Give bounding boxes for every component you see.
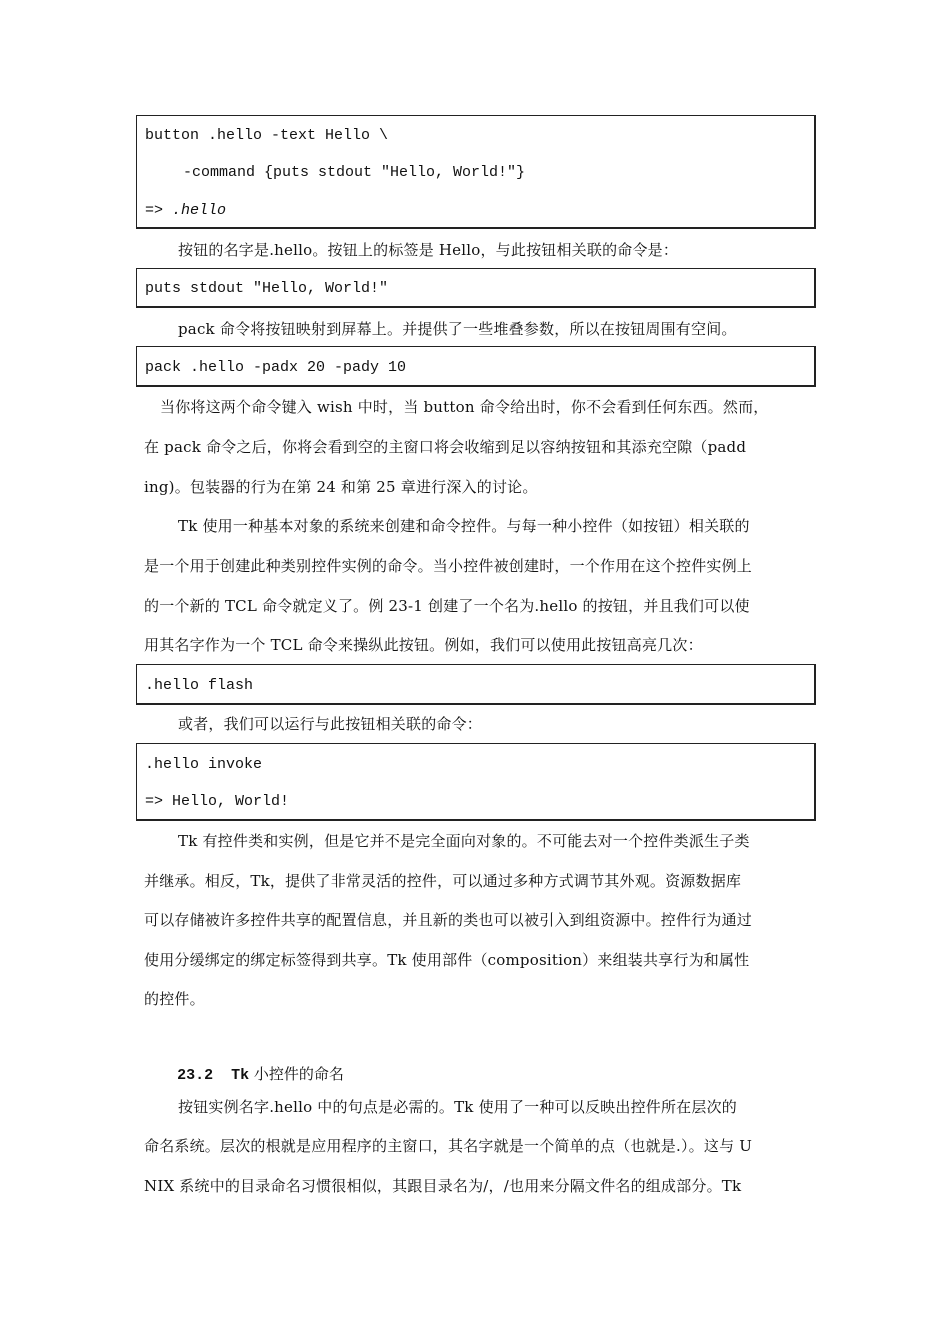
paragraph-line: Tk 使用一种基本对象的系统来创建和命令控件。与每一种小控件（如按钮）相关联的 [178, 517, 750, 535]
code-line: pack .hello -padx 20 -pady 10 [145, 359, 407, 376]
code-block-puts [136, 268, 816, 308]
code-result-line [145, 202, 226, 220]
paragraph-line: 使用分缓绑定的绑定标签得到共享。Tk 使用部件（composition）来组装共享行为和属性 [144, 951, 750, 969]
paragraph-line: 是一个用于创建此种类别控件实例的命令。当小控件被创建时，一个作用在这个控件实例上 [144, 557, 753, 575]
paragraph-line: 在 pack 命令之后，你将会看到空的主窗口将会收缩到足以容纳按钮和其添充空隙（padd [144, 438, 747, 456]
paragraph-line: NIX 系统中的目录命名习惯很相似，其跟目录名为/，/也用来分隔文件名的组成部分。Tk [144, 1177, 742, 1195]
paragraph-line: 按钮的名字是.hello。按钮上的标签是 Hello，与此按钮相关联的命令是： [178, 241, 679, 259]
code-line: .hello invoke [145, 756, 263, 773]
paragraph-line: 可以存储被许多控件共享的配置信息，并且新的类也可以被引入到组资源中。控件行为通过 [144, 911, 753, 929]
code-line: -command {puts stdout "Hello, World!"} [183, 164, 526, 181]
code-block-invoke [136, 743, 816, 821]
paragraph-line: 或者，我们可以运行与此按钮相关联的命令： [178, 715, 483, 733]
paragraph-line: 并继承。相反，Tk，提供了非常灵活的控件，可以通过多种方式调节其外观。资源数据库 [144, 872, 742, 890]
section-number: 23.2 Tk [177, 1067, 250, 1084]
paragraph-line: 的控件。 [144, 990, 205, 1008]
paragraph-line: 按钮实例名字.hello 中的句点是必需的。Tk 使用了一种可以反映出控件所在层次的 [178, 1098, 737, 1116]
code-line: .hello flash [145, 677, 254, 694]
code-line: => Hello, World! [145, 793, 290, 810]
paragraph-line: pack 命令将按钮映射到屏幕上。并提供了一些堆叠参数，所以在按钮周围有空间。 [178, 320, 737, 338]
paragraph-line: Tk 有控件类和实例，但是它并不是完全面向对象的。不可能去对一个控件类派生子类 [178, 832, 750, 850]
paragraph-line: 命名系统。层次的根就是应用程序的主窗口，其名字就是一个简单的点（也就是.）。这与 U [144, 1137, 753, 1155]
code-line: puts stdout "Hello, World!" [145, 280, 389, 297]
paragraph-line: 的一个新的 TCL 命令就定义了。例 23-1 创建了一个名为.hello 的按钮，并且我们可以使 [144, 597, 750, 615]
paragraph-line: ing)。包装器的行为在第 24 和第 25 章进行深入的讨论。 [144, 478, 538, 496]
code-result: => .hello [145, 202, 227, 219]
paragraph-line: 当你将这两个命令键入 wish 中时，当 button 命令给出时，你不会看到任何东西。然而， [160, 398, 769, 416]
code-line: button .hello -text Hello \ [145, 127, 389, 144]
section-title: 小控件的命名 [249, 1065, 344, 1083]
code-block-button-create [136, 115, 816, 229]
code-block-pack [136, 346, 816, 387]
paragraph-line: 用其名字作为一个 TCL 命令来操纵此按钮。例如，我们可以使用此按钮高亮几次： [144, 636, 703, 654]
code-block-flash [136, 664, 816, 705]
